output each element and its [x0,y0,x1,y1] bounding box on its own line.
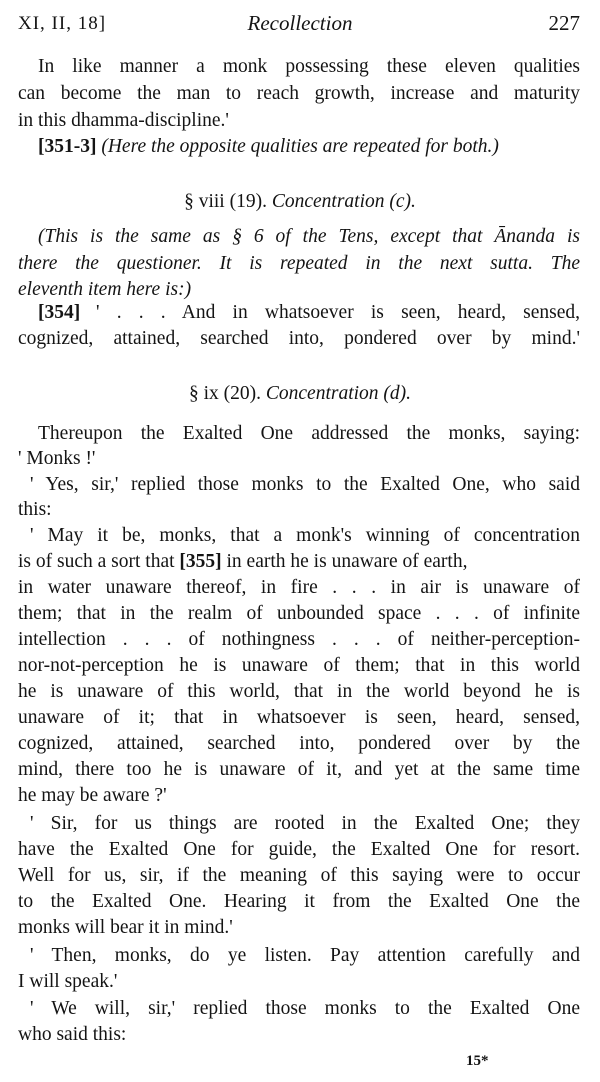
page-number: 227 [548,11,580,35]
sutta-title: Concentration (d). [265,383,412,404]
text-line: he may be aware ?' [18,785,167,806]
sutta-number: § ix (20). [188,383,261,404]
text-line: them; that in the realm of unbounded space . . . of infinite [18,603,580,624]
text-line: nor-not-perception he is unaware of them; that in this world [18,655,580,676]
text-line: intellection . . . of nothingness . . . of neither-perception- [18,629,580,650]
pali-page-reference: [355] [179,551,222,572]
sutta-heading [0,380,600,407]
text-line: this: [18,499,52,520]
text-line: cognized, attained, searched into, pondered over by the [18,733,580,754]
text-line: monks will bear it in mind.' [18,917,233,938]
text-line: who said this: [18,1024,127,1045]
text-line: in water unaware thereof, in fire . . . in air is unaware of [18,577,580,598]
text-line: ' Monks !' [18,448,96,469]
running-header [0,10,600,37]
text-line: eleventh item here is:) [18,279,192,300]
pali-page-reference: [351-3] [38,136,97,157]
pali-page-reference: [354] [38,302,81,323]
text-line: unaware of it; that in whatsoever is seen, heard, sensed, [18,707,580,728]
text-line: Thereupon the Exalted One addressed the monks, saying: [38,423,580,444]
section-reference: XI, II, 18] [18,13,107,34]
running-title: Recollection [247,11,353,35]
text-line: In like manner a monk possessing these eleven qualities [38,56,580,77]
text-segment: ' . . . And in whatsoever is seen, heard, sensed, [96,302,580,323]
text-line: (This is the same as § 6 of the Tens, except that Ānanda is [38,226,580,247]
editorial-note: (Here the opposite qualities are repeated for both.) [101,136,499,157]
text-line: mind, there too he is unaware of it, and yet at the same time [18,759,580,780]
text-line: there the questioner. It is repeated in the next sutta. The [18,253,580,274]
text-line: cognized, attained, searched into, pondered over by mind.' [18,328,580,349]
text-line: can become the man to reach growth, increase and maturity [18,83,580,104]
sutta-number: § viii (19). [184,191,267,212]
text-line: Well for us, sir, if the meaning of this saying were to occur [18,865,580,886]
text-line [38,299,580,326]
text-segment: is of such a sort that [18,551,175,572]
text-line: have the Exalted One for guide, the Exalted One for resort. [18,839,580,860]
text-segment: in earth he is unaware of earth, [226,551,468,572]
text-line: ' May it be, monks, that a monk's winning of concentration [30,525,580,546]
text-line: ' Yes, sir,' replied those monks to the Exalted One, who said [30,474,580,495]
signature-mark: 15* [466,1053,489,1069]
text-line: ' We will, sir,' replied those monks to the Exalted One [30,998,580,1019]
text-line: in this dhamma-discipline.' [18,110,229,131]
text-line [18,548,580,575]
text-line: I will speak.' [18,971,118,992]
text-line: ' Then, monks, do ye listen. Pay attention carefully and [30,945,580,966]
sutta-title: Concentration (c). [271,191,416,212]
text-line: ' Sir, for us things are rooted in the Exalted One; they [30,813,580,834]
text-line: he is unaware of this world, that in the world beyond he is [18,681,580,702]
sutta-heading [0,188,600,215]
text-line: to the Exalted One. Hearing it from the Exalted One the [18,891,580,912]
text-line [38,133,580,160]
